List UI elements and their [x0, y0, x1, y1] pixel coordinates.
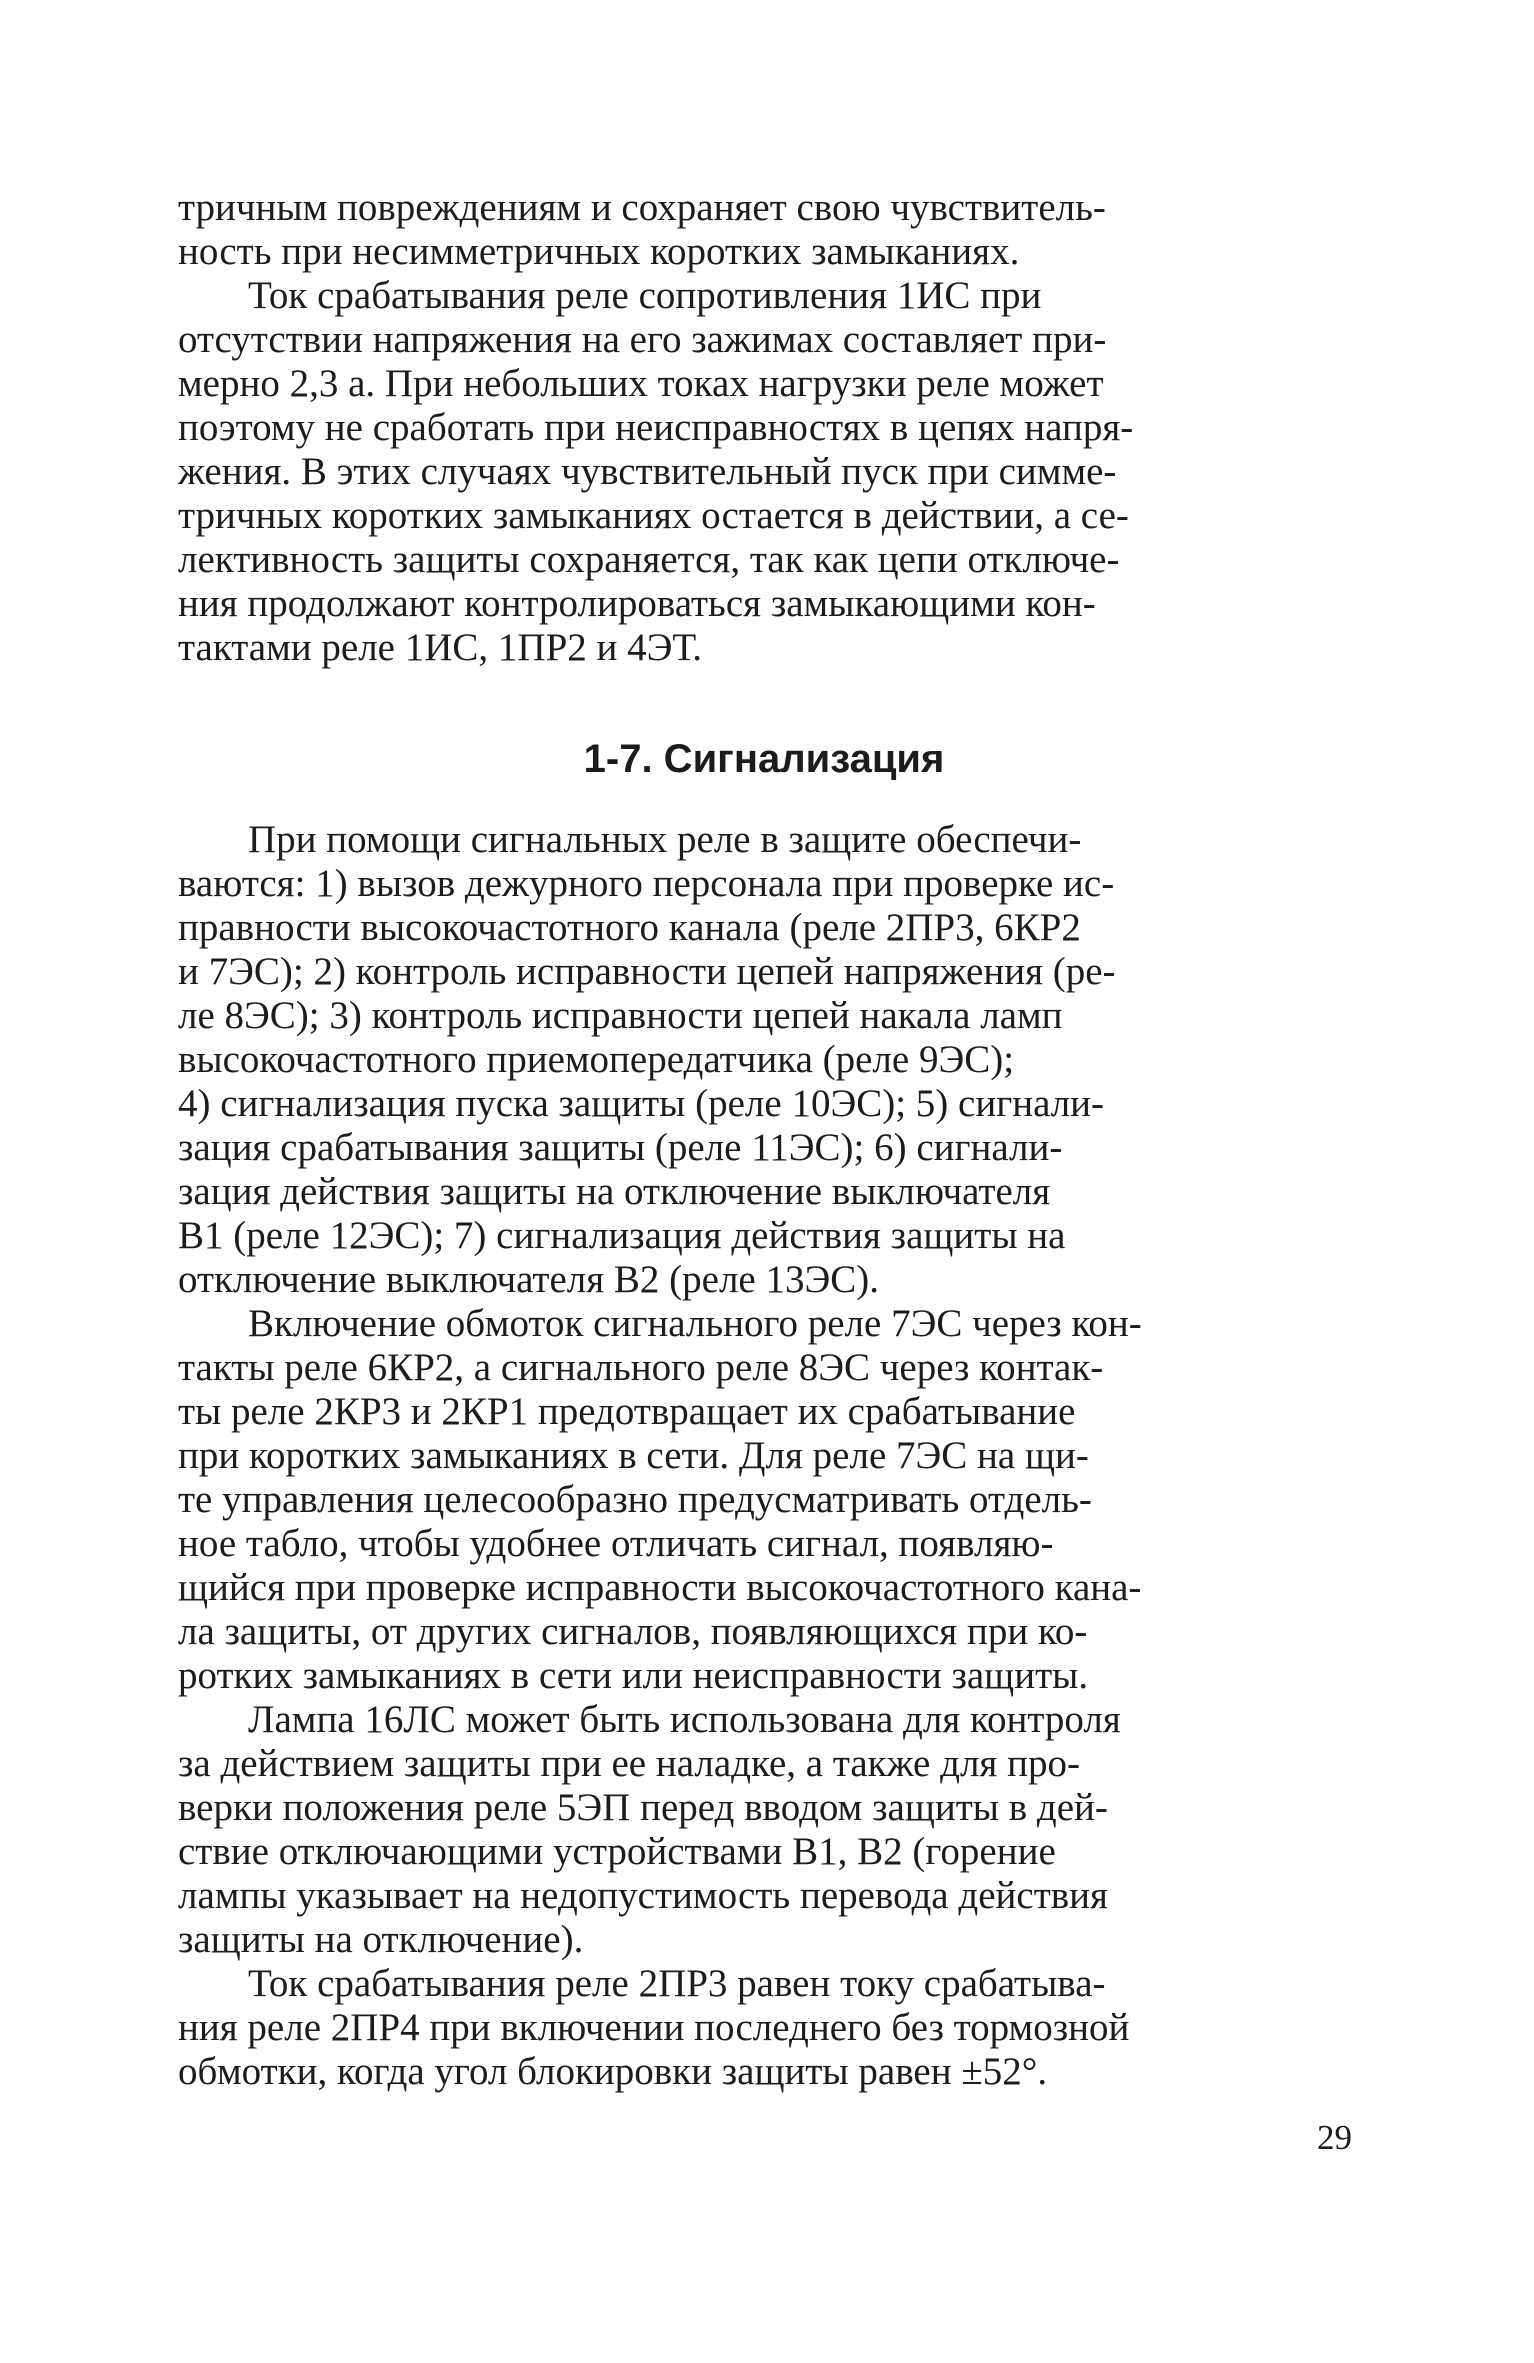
text-line: такты реле 6КР2, а сигнального реле 8ЭС через контак- — [178, 1346, 1104, 1389]
text-line: за действием защиты при ее наладке, а также для про- — [178, 1742, 1080, 1785]
text-line: При помощи сигнальных реле в защите обеспечи- — [248, 818, 1082, 861]
page-body — [178, 186, 1350, 2094]
paragraph-resistance-relay — [178, 274, 1350, 670]
text-line: поэтому не сработать при неисправностях в цепях напря- — [178, 406, 1134, 449]
paragraph-operating-current — [178, 1962, 1350, 2094]
text-line: правности высокочастотного канала (реле 2ПР3, 6КР2 — [178, 906, 1081, 949]
text-line: ле 8ЭС); 3) контроль исправности цепей накала ламп — [178, 994, 1063, 1037]
text-line: тактами реле 1ИС, 1ПР2 и 4ЭТ. — [178, 626, 703, 669]
text-line: тричным повреждениям и сохраняет свою чувствитель- — [178, 186, 1106, 229]
text-line: защиты на отключение). — [178, 1918, 584, 1961]
text-line: ность при несимметричных коротких замыканиях. — [178, 230, 1020, 273]
text-line: В1 (реле 12ЭС); 7) сигнализация действия защиты на — [178, 1214, 1066, 1257]
text-line: отсутствии напряжения на его зажимах составляет при- — [178, 318, 1107, 361]
text-line: ротких замыканиях в сети или неисправности защиты. — [178, 1654, 1089, 1697]
text-line: ты реле 2КР3 и 2КР1 предотвращает их срабатывание — [178, 1390, 1076, 1433]
text-line: Ток срабатывания реле сопротивления 1ИС при — [248, 274, 1042, 317]
section-heading: 1-7. Сигнализация — [583, 737, 945, 781]
text-line: ствие отключающими устройствами В1, В2 (горение — [178, 1830, 1056, 1873]
text-line: при коротких замыканиях в сети. Для реле 7ЭС на щи- — [178, 1434, 1089, 1477]
paragraph-signal-relays — [178, 818, 1350, 1302]
page-number: 29 — [1317, 2118, 1352, 2157]
text-line: ваются: 1) вызов дежурного персонала при проверке ис- — [178, 862, 1115, 905]
text-line: ла защиты, от других сигналов, появляющихся при ко- — [178, 1610, 1088, 1653]
text-line: зация срабатывания защиты (реле 11ЭС); 6) сигнали- — [178, 1126, 1063, 1169]
text-line: Лампа 16ЛС может быть использована для контроля — [248, 1698, 1121, 1741]
text-line: те управления целесообразно предусматривать отдель- — [178, 1478, 1092, 1521]
text-line: верки положения реле 5ЭП перед вводом защиты в дей- — [178, 1786, 1108, 1829]
text-line: Ток срабатывания реле 2ПР3 равен току срабатыва- — [248, 1962, 1106, 2005]
text-line: высокочастотного приемопередатчика (реле 9ЭС); — [178, 1038, 1015, 1081]
text-line: жения. В этих случаях чувствительный пуск при симме- — [178, 450, 1117, 493]
text-line: лампы указывает на недопустимость перевода действия — [178, 1874, 1108, 1917]
text-line: 4) сигнализация пуска защиты (реле 10ЭС); 5) сигнали- — [178, 1082, 1105, 1125]
paragraph-lamp — [178, 1698, 1350, 1962]
text-line: зация действия защиты на отключение выключателя — [178, 1170, 1051, 1213]
text-line: щийся при проверке исправности высокочастотного кана- — [178, 1566, 1142, 1609]
text-line: Включение обмоток сигнального реле 7ЭС через кон- — [248, 1302, 1142, 1345]
paragraph-winding-connection — [178, 1302, 1350, 1698]
text-line: обмотки, когда угол блокировки защиты равен ±52°. — [178, 2050, 1048, 2093]
text-line: мерно 2,3 а. При небольших токах нагрузки реле может — [178, 362, 1104, 405]
text-line: и 7ЭС); 2) контроль исправности цепей напряжения (ре- — [178, 950, 1116, 993]
paragraph-continuation — [178, 186, 1350, 274]
text-line: тричных коротких замыканиях остается в действии, а се- — [178, 494, 1129, 537]
text-line: отключение выключателя В2 (реле 13ЭС). — [178, 1258, 879, 1301]
text-line: ния реле 2ПР4 при включении последнего без тормозной — [178, 2006, 1130, 2049]
text-line: ное табло, чтобы удобнее отличать сигнал, появляю- — [178, 1522, 1054, 1565]
text-line: ния продолжают контролироваться замыкающими кон- — [178, 582, 1096, 625]
text-line: лективность защиты сохраняется, так как цепи отключе- — [178, 538, 1120, 581]
